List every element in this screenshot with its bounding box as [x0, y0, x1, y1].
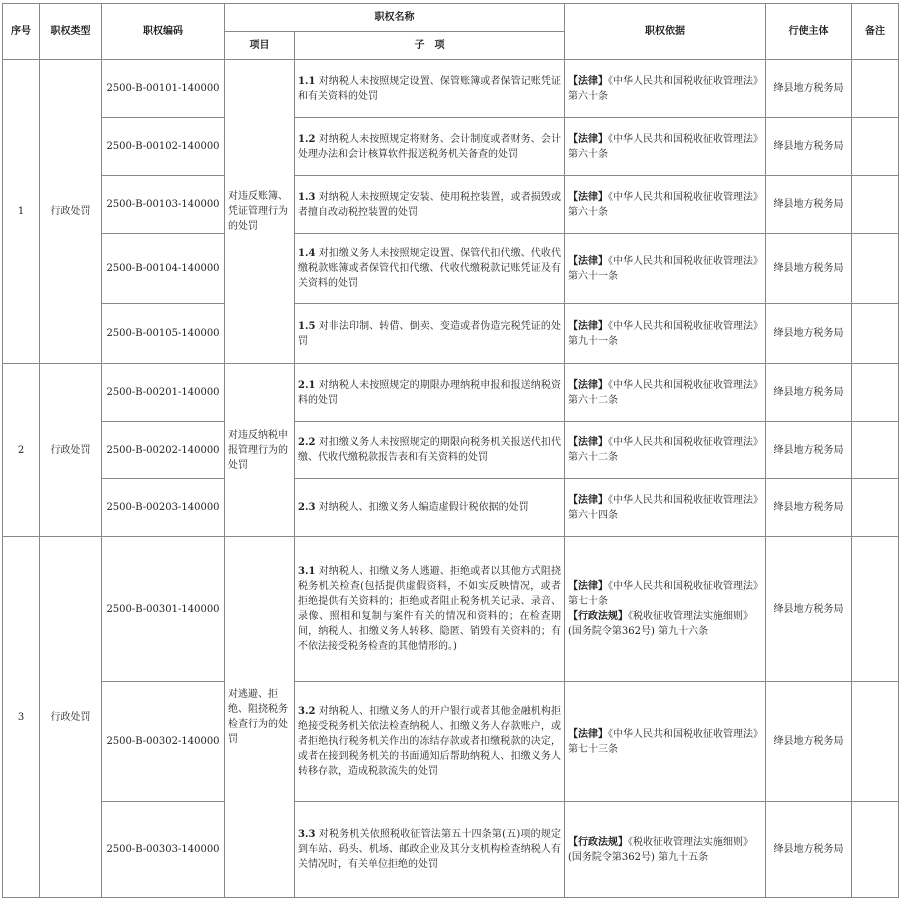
basis-cell	[565, 682, 766, 802]
subitem-text: 对非法印制、转借、倒卖、变造或者伪造完税凭证的处罚	[298, 320, 561, 347]
basis-cell	[565, 537, 766, 682]
subitem-cell	[295, 304, 565, 364]
basis-tag: 【法律】	[568, 133, 608, 145]
subitem-cell	[295, 537, 565, 682]
authority-table	[2, 3, 899, 898]
type-cell: 行政处罚	[40, 537, 102, 898]
subitem-text: 对纳税人、扣缴义务人的开户银行或者其他金融机构拒绝接受税务机关依法检查纳税人、扣缴义务人存款账户，或者拒绝执行税务机关作出的冻结存款或者扣缴税款的决定，或者在接到税务机关的书面通知后帮助纳税人、扣缴义务人转移存款，造成税款流失的处罚	[298, 706, 561, 777]
subitem-number: 1.4	[298, 248, 316, 259]
subject-cell: 绛县地方税务局	[766, 234, 852, 304]
note-cell	[852, 802, 899, 898]
code-cell: 2500-B-00104-140000	[102, 234, 225, 304]
basis-tag: 【法律】	[568, 255, 608, 267]
code-cell: 2500-B-00302-140000	[102, 682, 225, 802]
code-cell: 2500-B-00101-140000	[102, 60, 225, 118]
note-cell	[852, 118, 899, 176]
code-cell: 2500-B-00103-140000	[102, 176, 225, 234]
subitem-text: 对纳税人、扣缴义务人编造虚假计税依据的处罚	[318, 502, 529, 513]
subitem-text: 对纳税人未按照规定的期限办理纳税申报和报送纳税资料的处罚	[298, 379, 561, 406]
basis-cell	[565, 802, 766, 898]
seq-cell: 2	[3, 364, 40, 537]
item-cell: 对违反账簿、凭证管理行为的处罚	[225, 60, 295, 364]
seq-cell: 1	[3, 60, 40, 364]
code-cell: 2500-B-00201-140000	[102, 364, 225, 422]
note-cell	[852, 479, 899, 537]
subitem-text: 对纳税人未按照规定设置、保管账簿或者保管记账凭证和有关资料的处罚	[298, 75, 561, 102]
table-row	[3, 304, 899, 364]
note-cell	[852, 682, 899, 802]
subitem-text: 对扣缴义务人未按照规定的期限向税务机关报送代扣代缴、代收代缴税款报告表和有关资料的处罚	[298, 437, 561, 463]
subitem-cell	[295, 118, 565, 176]
code-cell: 2500-B-00303-140000	[102, 802, 225, 898]
basis-text: 《中华人民共和国税收征收管理法》第九十一条	[568, 320, 758, 347]
header-item: 项目	[225, 32, 295, 60]
basis-cell	[565, 479, 766, 537]
subitem-number: 2.2	[298, 437, 316, 448]
header-code: 职权编码	[102, 4, 225, 60]
basis-text: 《中华人民共和国税收征收管理法》第七十三条	[568, 728, 758, 755]
basis-text: 《中华人民共和国税收征收管理法》第六十条	[568, 75, 758, 102]
header-seq: 序号	[3, 4, 40, 60]
basis-tag: 【行政法规】	[568, 611, 628, 622]
subitem-cell	[295, 802, 565, 898]
subject-cell: 绛县地方税务局	[766, 364, 852, 422]
basis-text: 《税收征收管理法实施细则》(国务院令第362号) 第九十六条	[568, 611, 753, 637]
basis-cell	[565, 118, 766, 176]
basis-cell	[565, 176, 766, 234]
basis-tag: 【法律】	[568, 437, 608, 448]
code-cell: 2500-B-00202-140000	[102, 422, 225, 479]
subject-cell: 绛县地方税务局	[766, 118, 852, 176]
header-subitem: 子 项	[295, 32, 565, 60]
basis-cell	[565, 60, 766, 118]
subject-cell: 绛县地方税务局	[766, 304, 852, 364]
basis-tag: 【法律】	[568, 75, 608, 87]
table-row	[3, 364, 899, 422]
table-row	[3, 234, 899, 304]
basis-cell	[565, 364, 766, 422]
type-cell: 行政处罚	[40, 60, 102, 364]
subitem-number: 3.3	[298, 829, 316, 840]
item-cell: 对逃避、拒绝、阻挠税务检查行为的处罚	[225, 537, 295, 898]
subitem-cell	[295, 60, 565, 118]
basis-text: 《中华人民共和国税收征收管理法》第六十二条	[568, 437, 758, 463]
basis-cell	[565, 422, 766, 479]
table-row	[3, 479, 899, 537]
basis-tag: 【法律】	[568, 320, 608, 332]
subitem-number: 2.1	[298, 379, 316, 391]
seq-cell: 3	[3, 537, 40, 898]
table-row	[3, 537, 899, 682]
subject-cell: 绛县地方税务局	[766, 682, 852, 802]
basis-tag: 【行政法规】	[568, 836, 628, 848]
basis-text: 《中华人民共和国税收征收管理法》第六十条	[568, 133, 758, 160]
table-row	[3, 176, 899, 234]
table-row	[3, 802, 899, 898]
basis-tag: 【法律】	[568, 728, 608, 740]
code-cell: 2500-B-00105-140000	[102, 304, 225, 364]
header-type: 职权类型	[40, 4, 102, 60]
subitem-number: 1.1	[298, 75, 316, 87]
subitem-text: 对扣缴义务人未按照规定设置、保管代扣代缴、代收代缴税款账簿或者保管代扣代缴、代收代缴税款记账凭证及有关资料的处罚	[298, 248, 561, 289]
subitem-number: 1.3	[298, 191, 316, 203]
basis-text: 《中华人民共和国税收征收管理法》第六十一条	[568, 255, 758, 282]
subitem-cell	[295, 176, 565, 234]
subitem-cell	[295, 234, 565, 304]
subitem-cell	[295, 682, 565, 802]
basis-text: 《中华人民共和国税收征收管理法》第七十条	[568, 581, 758, 607]
subitem-cell	[295, 479, 565, 537]
subject-cell: 绛县地方税务局	[766, 802, 852, 898]
basis-tag: 【法律】	[568, 379, 608, 391]
subject-cell: 绛县地方税务局	[766, 176, 852, 234]
note-cell	[852, 304, 899, 364]
table-row	[3, 60, 899, 118]
basis-cell	[565, 304, 766, 364]
subject-cell: 绛县地方税务局	[766, 479, 852, 537]
header-name: 职权名称	[225, 4, 565, 32]
basis-tag: 【法律】	[568, 581, 608, 592]
subject-cell: 绛县地方税务局	[766, 60, 852, 118]
subitem-text: 对纳税人、扣缴义务人逃避、拒绝或者以其他方式阻挠税务机关检查(包括提供虚假资料，不如实反映情况，或者拒绝提供有关资料的；拒绝或者阻止税务机关记录、录音、录像、照相和复制与案件有关的情况和资料的；在检查期间，纳税人、扣缴义务人转移、隐匿、销毁有关资料的；有不依法接受税务检查的其他情形的。)	[298, 566, 561, 652]
note-cell	[852, 234, 899, 304]
subitem-text: 对税务机关依照税收征管法第五十四条第(五)项的规定到车站、码头、机场、邮政企业及其分支机构检查纳税人有关情况时，有关单位拒绝的处罚	[298, 829, 561, 870]
subject-cell: 绛县地方税务局	[766, 537, 852, 682]
subitem-cell	[295, 422, 565, 479]
subitem-cell	[295, 364, 565, 422]
code-cell: 2500-B-00301-140000	[102, 537, 225, 682]
table-row	[3, 422, 899, 479]
basis-tag: 【法律】	[568, 494, 608, 506]
basis-text: 《税收征收管理法实施细则》(国务院令第362号) 第九十五条	[568, 836, 753, 863]
type-cell: 行政处罚	[40, 364, 102, 537]
subitem-number: 3.1	[298, 566, 316, 577]
basis-text: 《中华人民共和国税收征收管理法》第六十四条	[568, 494, 758, 521]
header-subject: 行使主体	[766, 4, 852, 60]
subitem-number: 2.3	[298, 502, 316, 513]
note-cell	[852, 176, 899, 234]
basis-text: 《中华人民共和国税收征收管理法》第六十二条	[568, 379, 758, 406]
basis-tag: 【法律】	[568, 191, 608, 203]
note-cell	[852, 60, 899, 118]
item-cell: 对违反纳税申报管理行为的处罚	[225, 364, 295, 537]
subitem-number: 3.2	[298, 706, 316, 717]
subitem-text: 对纳税人未按照规定安装、使用税控装置，或者损毁或者擅自改动税控装置的处罚	[298, 191, 561, 218]
subitem-number: 1.2	[298, 133, 316, 145]
header-basis: 职权依据	[565, 4, 766, 60]
table-row	[3, 118, 899, 176]
subject-cell: 绛县地方税务局	[766, 422, 852, 479]
code-cell: 2500-B-00203-140000	[102, 479, 225, 537]
subitem-number: 1.5	[298, 320, 316, 332]
note-cell	[852, 422, 899, 479]
table-row	[3, 682, 899, 802]
note-cell	[852, 364, 899, 422]
code-cell: 2500-B-00102-140000	[102, 118, 225, 176]
note-cell	[852, 537, 899, 682]
header-note: 备注	[852, 4, 899, 60]
basis-cell	[565, 234, 766, 304]
subitem-text: 对纳税人未按照规定将财务、会计制度或者财务、会计处理办法和会计核算软件报送税务机关备查的处罚	[298, 133, 561, 160]
basis-text: 《中华人民共和国税收征收管理法》第六十条	[568, 191, 758, 218]
